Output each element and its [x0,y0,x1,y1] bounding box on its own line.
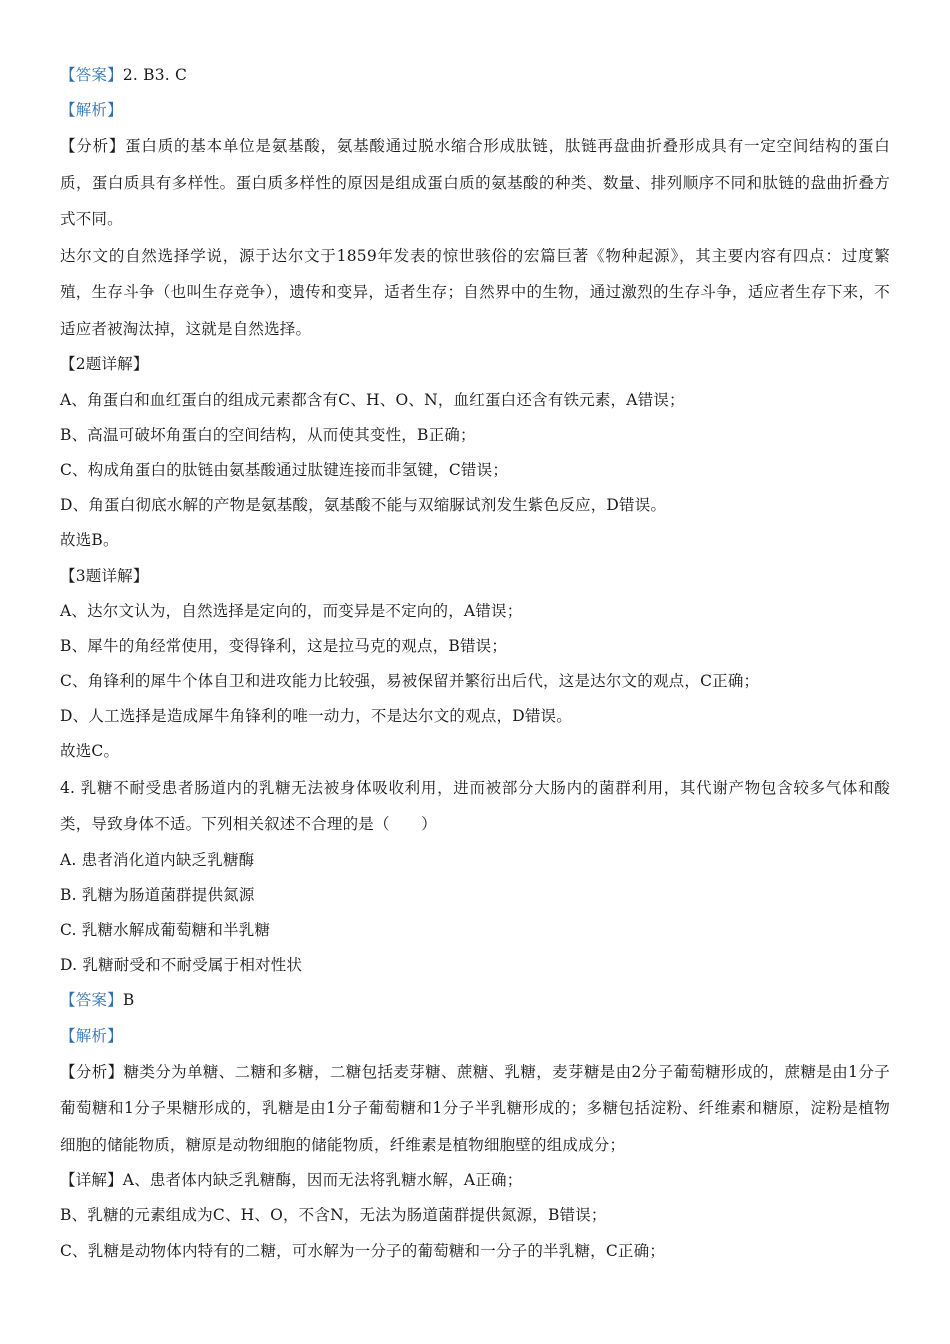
q2-detail-heading: 【2题详解】 [60,355,149,374]
q2-choice: 故选B。 [60,531,119,550]
document-page [60,58,890,1269]
q4-stem: 4. 乳糖不耐受患者肠道内的乳糖无法被身体吸收利用，进而被部分大肠内的菌群利用，其代谢产物包含较多气体和酸类，导致身体不适。下列相关叙述不合理的是（ ） [60,778,890,834]
q2-detail-d: D、角蛋白彻底水解的产物是氨基酸，氨基酸不能与双缩脲试剂发生紫色反应，D错误。 [60,496,667,515]
q3-detail-c: C、角锋利的犀牛个体自卫和进攻能力比较强，易被保留并繁衍出后代，这是达尔文的观点，C正确； [60,672,760,691]
q4-option-b: B. 乳糖为肠道菌群提供氮源 [60,885,255,904]
q2-detail-b: B、高温可破坏角蛋白的空间结构，从而使其变性，B正确； [60,425,476,444]
q3-detail-b: B、犀牛的角经常使用，变得锋利，这是拉马克的观点，B错误； [60,636,508,655]
q4-detail-a: 【详解】A、患者体内缺乏乳糖酶，因而无法将乳糖水解，A正确； [60,1171,523,1190]
q4-analysis-paragraph: 【分析】糖类分为单糖、二糖和多糖，二糖包括麦芽糖、蔗糖、乳糖，麦芽糖是由2分子葡萄糖形成的，蔗糖是由1分子葡萄糖和1分子果糖形成的，乳糖是由1分子葡萄糖和1分子半乳糖形成的；多糖包括淀粉、纤维素和糖原，淀粉是植物细胞的储能物质，糖原是动物细胞的储能物质，纤维素是植物细胞壁的组成成分； [60,1062,890,1154]
q4-option-d: D. 乳糖耐受和不耐受属于相对性状 [60,956,303,975]
q3-detail-d: D、人工选择是造成犀牛角锋利的唯一动力，不是达尔文的观点，D错误。 [60,707,572,726]
answer-text: 2. B3. C [122,66,188,84]
q4-answer-text: B [122,991,135,1010]
analysis-paragraph-protein: 【分析】蛋白质的基本单位是氨基酸，氨基酸通过脱水缩合形成肽链，肽链再盘曲折叠形成具有一定空间结构的蛋白质，蛋白质具有多样性。蛋白质多样性的原因是组成蛋白质的氨基酸的种类、数量、排列顺序不同和肽链的盘曲折叠方式不同。 [60,137,890,229]
q4-analysis-tag: 【解析】 [60,1026,123,1045]
q2-detail-a: A、角蛋白和血红蛋白的组成元素都含有C、H、O、N，血红蛋白还含有铁元素，A错误； [60,390,685,409]
analysis-tag: 【解析】 [60,101,123,120]
q3-choice: 故选C。 [60,742,120,761]
q4-answer-line [60,983,890,1018]
q4-answer-tag: 【答案】 [60,991,123,1010]
q4-detail-c: C、乳糖是动物体内特有的二糖，可水解为一分子的葡萄糖和一分子的半乳糖，C正确； [60,1241,666,1260]
q2-detail-c: C、构成角蛋白的肽链由氨基酸通过肽键连接而非氢键，C错误； [60,460,509,479]
q4-option-c: C. 乳糖水解成葡萄糖和半乳糖 [60,921,271,939]
q4-detail-b: B、乳糖的元素组成为C、H、O，不含N，无法为肠道菌群提供氮源，B错误； [60,1206,607,1225]
q3-detail-a: A、达尔文认为，自然选择是定向的，而变异是不定向的，A错误； [60,601,523,620]
q3-detail-heading: 【3题详解】 [60,566,149,585]
analysis-paragraph-darwin: 达尔文的自然选择学说，源于达尔文于1859年发表的惊世骇俗的宏篇巨著《物种起源》，其主要内容有四点：过度繁殖，生存斗争（也叫生存竞争），遗传和变异，适者生存；自然界中的生物，通过激烈的生存斗争，适应者生存下来，不适应者被淘汰掉，这就是自然选择。 [60,246,890,338]
q4-option-a: A. 患者消化道内缺乏乳糖酶 [60,850,255,869]
answer-line-q2-q3 [60,58,890,93]
answer-tag: 【答案】 [60,66,123,84]
